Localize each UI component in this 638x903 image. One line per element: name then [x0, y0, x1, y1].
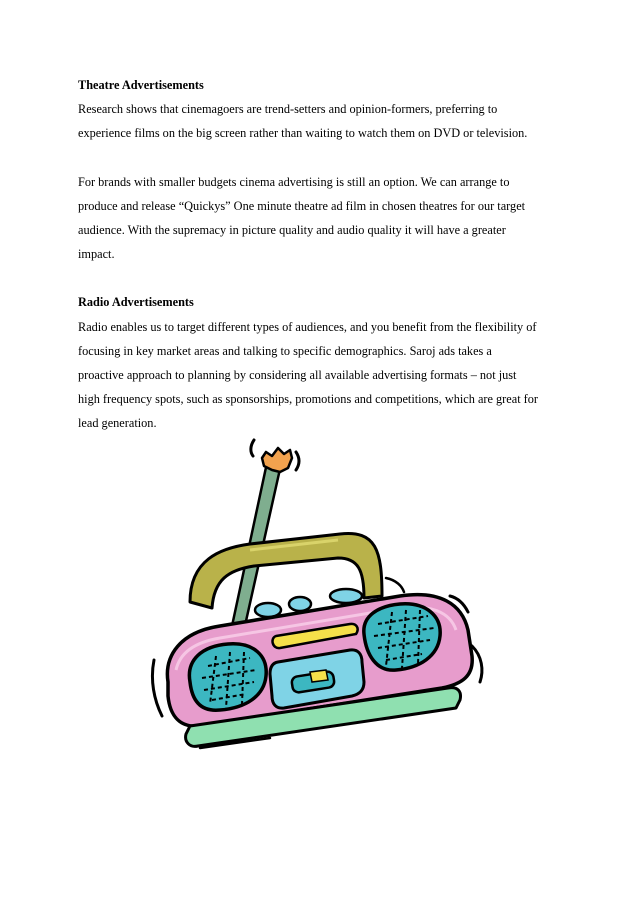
- text-line: focusing in key market areas and talking to specific demographics. Saroj ads takes a: [78, 343, 492, 358]
- text-line: impact.: [78, 247, 115, 262]
- section-heading-radio: Radio Advertisements: [78, 295, 194, 310]
- paragraph-spacer: [78, 146, 578, 170]
- section-heading-theatre: Theatre Advertisements: [78, 78, 204, 92]
- theatre-paragraph-1: [78, 97, 578, 145]
- text-line: produce and release “Quickys” One minute theatre ad film in chosen theatres for our target: [78, 198, 526, 213]
- theatre-paragraph-2: [78, 170, 578, 267]
- text-line: Research shows that cinemagoers are trend-setters and opinion-formers, preferring to: [78, 102, 498, 117]
- document-content: [78, 73, 578, 436]
- text-line: Radio enables us to target different types of audiences, and you benefit from the flexibility of: [78, 319, 537, 334]
- radio-boombox-icon: [150, 420, 490, 760]
- text-line: experience films on the big screen rather than waiting to watch them on DVD or television.: [78, 126, 528, 141]
- text-line: high frequency spots, such as sponsorships, promotions and competitions, which are great for: [78, 392, 539, 407]
- text-line: proactive approach to planning by considering all available advertising formats – not just: [78, 368, 517, 383]
- text-line: lead generation.: [78, 416, 157, 431]
- text-line: audience. With the supremacy in picture quality and audio quality it will have a greater: [78, 223, 506, 238]
- text-line: For brands with smaller budgets cinema advertising is still an option. We can arrange to: [78, 174, 510, 189]
- paragraph-spacer: [78, 266, 578, 290]
- radio-paragraph-1: [78, 315, 578, 436]
